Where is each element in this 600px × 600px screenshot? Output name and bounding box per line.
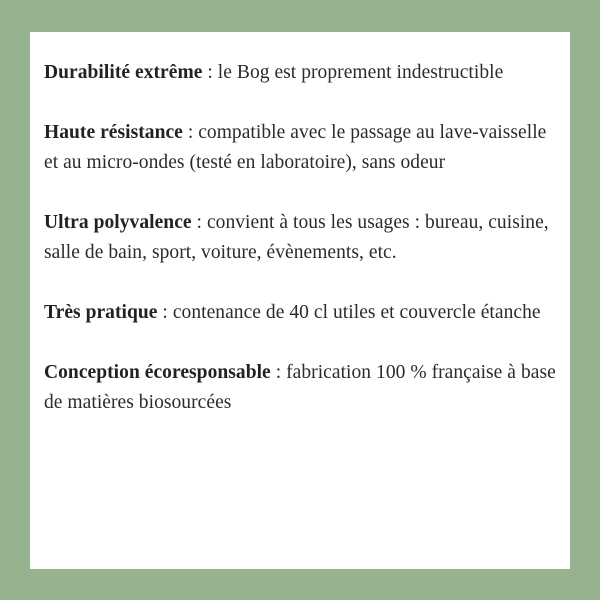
feature-practical xyxy=(44,298,556,328)
feature-title: Ultra polyvalence xyxy=(44,212,192,233)
feature-text: : contenance de 40 cl utiles et couvercle étanche xyxy=(157,302,541,323)
feature-resistance xyxy=(44,118,556,178)
feature-text: : le Bog est proprement indestructible xyxy=(202,62,504,83)
feature-durability xyxy=(44,58,556,88)
feature-versatility xyxy=(44,208,556,268)
feature-text: : convient à tous les usages : bureau, cuisine, salle de bain, sport, voiture, évènements, etc. xyxy=(44,212,549,263)
feature-card xyxy=(30,32,570,569)
feature-title: Haute résistance xyxy=(44,122,183,143)
feature-eco-design xyxy=(44,358,556,418)
feature-title: Conception écoresponsable xyxy=(44,362,271,383)
feature-title: Durabilité extrême xyxy=(44,62,203,83)
feature-text: : compatible avec le passage au lave-vaisselle et au micro-ondes (testé en laboratoire), sans odeur xyxy=(44,122,547,173)
feature-title: Très pratique xyxy=(44,302,158,323)
feature-text: : fabrication 100 % française à base de matières biosourcées xyxy=(44,362,556,413)
